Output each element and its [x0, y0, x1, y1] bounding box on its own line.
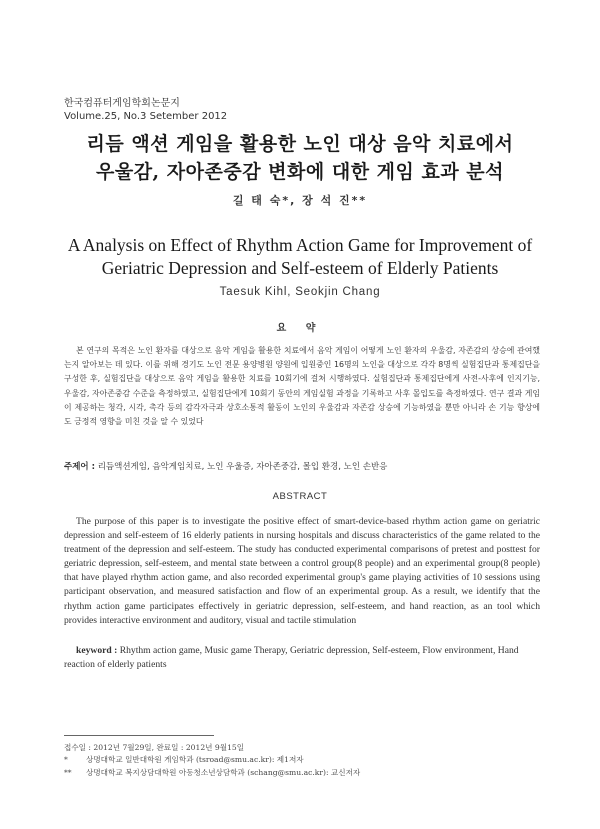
english-title-line-1: A Analysis on Effect of Rhythm Action Game for Improvement of [67, 235, 533, 255]
korean-keywords-value: 리듬액션게임, 음악게임치료, 노인 우울증, 자아존중감, 몰입 환경, 노인 손반응 [97, 462, 388, 472]
korean-keywords [64, 460, 540, 472]
korean-authors: 길 태 숙*, 장 석 진** [232, 194, 368, 207]
footnotes [64, 742, 360, 779]
korean-abstract-heading: 요 약 [276, 323, 324, 334]
english-title [0, 234, 600, 280]
english-keywords-label: keyword : [76, 645, 118, 656]
footnote-author-2-text: 상명대학교 복지상담대학원 아동청소년상담학과 (schang@smu.ac.kr): 교신저자 [86, 767, 361, 777]
journal-header [64, 97, 227, 123]
korean-title [0, 130, 600, 186]
footnote-mark-2: ** [64, 767, 72, 777]
english-keywords [64, 644, 540, 672]
english-abstract-body: The purpose of this paper is to investigate the positive effect of smart-device-based rhythm action game on geriatric depression and self-esteem of 16 elderly patients in nursing hospitals and discuss characteristics of the game related to the treatment of the depression and self-esteem. The study has conducted experimental comparisons of pretest and posttest for geriatric depression, self-esteem, and mental state between a control group(8 people) and an experimental group(8 people) that have played rhythm action game, and also recorded experimental group's game playing activities of 10 sessions using participant observation, and measured satisfaction and flow of an experimental group. As a result, we identify that the rhythm action game participates effectively in geriatric depression, self-esteem, and hand reaction, as an tool which provides interactive environment and auditory, visual and tactile stimulation [64, 516, 540, 626]
footnote-author-1-text: 상명대학교 일반대학원 게임학과 (tsroad@smu.ac.kr): 제1저자 [86, 755, 304, 765]
footnote-author-1 [64, 754, 360, 766]
footnote-mark-1: * [64, 755, 68, 765]
journal-issue: Volume.25, No.3 Setember 2012 [64, 111, 228, 122]
korean-abstract-body: 본 연구의 목적은 노인 환자를 대상으로 음악 게임을 활용한 치료에서 음악 게임이 어떻게 노인 환자의 우울감, 자존감의 상승에 관여했는지 알아보는 데 있다. 이를 위해 경기도 노인 전문 용양병원 양원에 입원중인 16명의 노인을 대상으로 각각 8명씩 실험집단과 통제집단을 구성한 후, 실험집단을 대상으로 음악 게임을 활용한 치료를 10회기에 걸쳐 시행하였다. 실험집단과 통제집단에게 사전-사후에 인지기능, 우울감, 자아존중감 수준을 측정하였고, 실험집단에게 10회기 동안의 게임실험 과정을 기록하고 사후 몰입도를 측정하였다. 연구 결과 게임이 제공하는 청각, 시각, 촉각 등의 감각자극과 상호소통적 활동이 노인의 우울감과 자존감 상승에 기능하였을 뿐만 아니라 손 기능 향상에도 긍정적 영향을 미친 것을 알 수 있었다 [64, 346, 540, 427]
english-title-line-2: Geriatric Depression and Self-esteem of Elderly Patients [101, 258, 499, 278]
english-authors: Taesuk Kihl, Seokjin Chang [219, 286, 381, 298]
korean-title-line-2: 우울감, 자아존중감 변화에 대한 게임 효과 분석 [95, 161, 505, 183]
english-keywords-value: Rhythm action game, Music game Therapy, Geriatric depression, Self-esteem, Flow environment, Hand reaction of elderly patients [64, 645, 519, 671]
korean-keywords-label: 주제어 : [64, 462, 95, 472]
footnote-author-2 [64, 767, 360, 779]
footnote-divider [64, 735, 214, 736]
korean-title-line-1: 리듬 액션 게임을 활용한 노인 대상 음악 치료에서 [86, 133, 514, 155]
english-abstract-heading: ABSTRACT [272, 491, 328, 502]
journal-name: 한국컴퓨터게임학회논문지 [64, 98, 180, 109]
footnote-dates: 접수일 : 2012년 7월29일, 완료일 : 2012년 9월15일 [64, 743, 245, 752]
